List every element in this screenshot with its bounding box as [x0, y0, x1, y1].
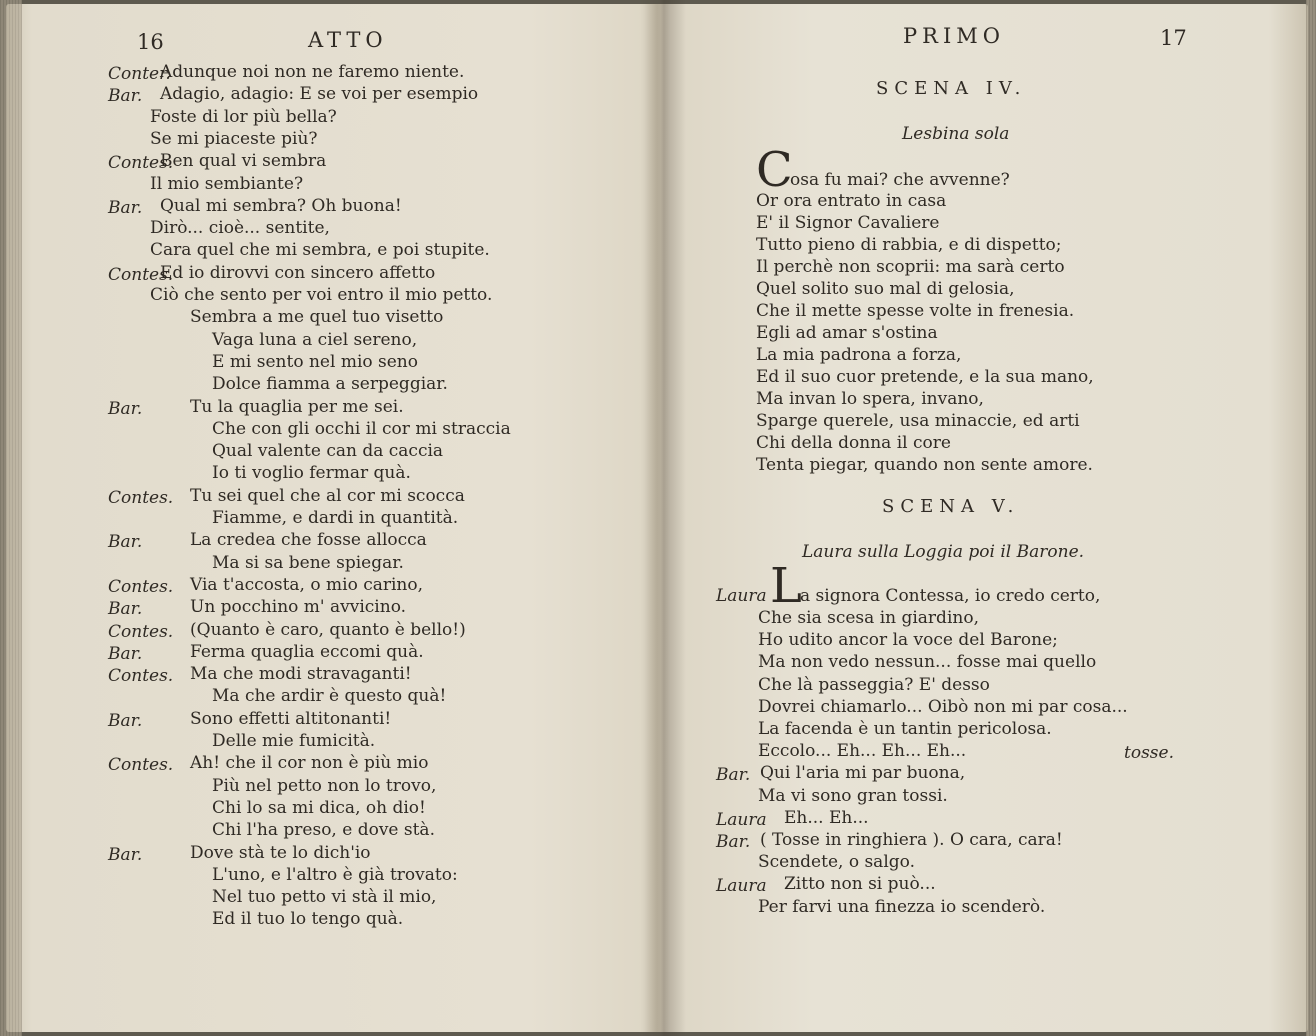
verse-line: Tu la quaglia per me sei.	[190, 396, 404, 417]
verse-line: Tenta piegar, quando non sente amore.	[756, 455, 1093, 475]
verse-line: Chi l'ha preso, e dove stà.	[212, 820, 435, 841]
verse-line: Ma che modi stravaganti!	[190, 664, 412, 685]
speaker-label: Bar.	[108, 844, 143, 865]
verse-line: (Quanto è caro, quanto è bello!)	[190, 619, 466, 640]
speaker-label: Conter.	[108, 64, 171, 84]
verse-line: La credea che fosse allocca	[190, 530, 427, 551]
verse-line: Eccolo... Eh... Eh... Eh...	[758, 741, 967, 762]
verse-line: Via t'accosta, o mio carino,	[190, 574, 424, 595]
verse-line: Ed il suo cuor pretende, e la sua mano,	[756, 367, 1094, 387]
speaker-label: Laura	[716, 586, 767, 606]
speaker-label: Contes.	[108, 487, 174, 508]
verse-line: Ed il tuo lo tengo quà.	[212, 909, 404, 930]
verse-line: Adagio, adagio: E se voi per esempio	[160, 84, 479, 105]
book-gutter	[640, 0, 686, 1036]
speaker-label: Contes.	[108, 264, 174, 285]
verse-line: Dove stà te lo dich'io	[190, 842, 371, 863]
verse-line: Che là passeggia? E' desso	[758, 674, 990, 695]
verse-line: Nel tuo petto vi stà il mio,	[212, 887, 437, 908]
verse-line: Un pocchino m' avvicino.	[190, 597, 407, 618]
verse-line: Ah! che il cor non è più mio	[190, 753, 429, 774]
verse-line: Eh... Eh...	[784, 807, 869, 828]
scene-4-first-line: osa fu mai? che avvenne?	[790, 170, 1010, 190]
verse-line: Che il mette spesse volte in frenesia.	[756, 301, 1075, 321]
verse-line: Il mio sembiante?	[150, 173, 304, 194]
verse-line: Qual valente can da caccia	[212, 441, 444, 462]
stage-aside: tosse.	[1124, 743, 1174, 764]
verse-line: Or ora entrato in casa	[756, 191, 947, 211]
verse-line: Ho udito ancor la voce del Barone;	[758, 630, 1058, 651]
verse-line: Chi lo sa mi dica, oh dio!	[212, 797, 426, 818]
drop-cap-l: L	[770, 558, 802, 614]
speaker-label: Laura	[716, 809, 767, 830]
verse-line: Ma vi sono gran tossi.	[758, 785, 948, 806]
verse-line: Scendete, o salgo.	[758, 852, 915, 873]
speaker-label: Bar.	[108, 532, 143, 553]
verse-line: Dovrei chiamarlo... Oibò non mi par cosa...	[758, 696, 1128, 717]
running-head-left: ATTO	[308, 28, 388, 52]
drop-cap-c: C	[756, 142, 793, 198]
verse-line: Chi della donna il core	[756, 433, 951, 453]
verse-line: Adunque noi non ne faremo niente.	[160, 62, 465, 82]
verse-line: Qui l'aria mi par buona,	[760, 763, 966, 784]
verse-line: La mia padrona a forza,	[756, 345, 962, 365]
speaker-label: Bar.	[108, 197, 143, 218]
verse-line: Delle mie fumicità.	[212, 731, 376, 751]
verse-line: Se mi piaceste più?	[150, 128, 318, 149]
verse-line: Egli ad amar s'ostina	[756, 323, 938, 343]
speaker-label: Bar.	[108, 710, 143, 731]
speaker-label: Bar.	[108, 599, 143, 620]
verse-line: Foste di lor più bella?	[150, 106, 337, 127]
verse-line: Ben qual vi sembra	[160, 151, 327, 172]
verse-line: Ma che ardir è questo quà!	[212, 686, 447, 707]
speaker-label: Contes.	[108, 666, 174, 687]
verse-line: E mi sento nel mio seno	[212, 351, 418, 372]
verse-line: La facenda è un tantin pericolosa.	[758, 719, 1052, 739]
verse-line: Dolce fiamma a serpeggiar.	[212, 374, 448, 395]
verse-line: Qual mi sembra? Oh buona!	[160, 195, 402, 216]
scene-4-title: SCENA IV.	[876, 78, 1027, 99]
verse-line: Ma invan lo spera, invano,	[756, 389, 984, 409]
verse-line: Quel solito suo mal di gelosia,	[756, 279, 1015, 299]
verse-line: Sembra a me quel tuo visetto	[190, 307, 444, 328]
verse-line: Zitto non si può...	[784, 874, 936, 895]
running-head-right: PRIMO	[903, 24, 1005, 48]
scene-4-stage-direction: Lesbina sola	[902, 124, 1010, 144]
verse-line: Che con gli occhi il cor mi straccia	[212, 418, 511, 439]
verse-line: Per farvi una finezza io scenderò.	[758, 896, 1046, 917]
verse-line: Che sia scesa in giardino,	[758, 608, 979, 628]
page-number-left: 16	[137, 30, 164, 54]
verse-line: Cara quel che mi sembra, e poi stupite.	[150, 240, 490, 261]
page-edges-right	[1306, 0, 1316, 1036]
verse-line: Ferma quaglia eccomi quà.	[190, 641, 424, 662]
speaker-label: Contes.	[108, 153, 174, 174]
verse-line: Fiamme, e dardi in quantità.	[212, 508, 459, 528]
verse-line: Io ti voglio fermar quà.	[212, 463, 411, 484]
speaker-label: Bar.	[108, 643, 143, 664]
speaker-label: Bar.	[716, 832, 751, 852]
verse-line: Ciò che sento per voi entro il mio petto.	[150, 285, 493, 305]
speaker-label: Bar.	[716, 765, 751, 786]
verse-line: Sono effetti altitonanti!	[190, 708, 392, 729]
verse-line: Ma non vedo nessun... fosse mai quello	[758, 652, 1097, 673]
verse-line: L'uno, e l'altro è già trovato:	[212, 864, 458, 885]
verse-line: Ma si sa bene spiegar.	[212, 552, 404, 573]
verse-line: E' il Signor Cavaliere	[756, 213, 940, 233]
verse-line: Tutto pieno di rabbia, e di dispetto;	[756, 235, 1062, 255]
verse-line: Vaga luna a ciel sereno,	[212, 329, 418, 350]
scene-5-stage-direction: Laura sulla Loggia poi il Barone.	[802, 542, 1085, 562]
speaker-label: Bar.	[108, 86, 143, 107]
verse-line: Più nel petto non lo trovo,	[212, 775, 437, 796]
speaker-label: Contes.	[108, 755, 174, 776]
speaker-label: Bar.	[108, 398, 143, 419]
verse-line: Sparge querele, usa minaccie, ed arti	[756, 411, 1080, 431]
page-edges-left	[0, 0, 22, 1036]
verse-line: Dirò... cioè... sentite,	[150, 218, 330, 239]
page-number-right: 17	[1160, 26, 1187, 50]
speaker-label: Laura	[716, 876, 767, 897]
verse-line: Ed io dirovvi con sincero affetto	[160, 262, 436, 283]
speaker-label: Contes.	[108, 576, 174, 597]
verse-line: Tu sei quel che al cor mi scocca	[190, 485, 465, 506]
speaker-label: Contes.	[108, 621, 174, 642]
verse-line: ( Tosse in ringhiera ). O cara, cara!	[760, 830, 1063, 850]
scene-5-first-line: a signora Contessa, io credo certo,	[800, 586, 1101, 606]
scene-5-title: SCENA V.	[882, 496, 1020, 517]
verse-line: Il perchè non scoprii: ma sarà certo	[756, 257, 1065, 277]
